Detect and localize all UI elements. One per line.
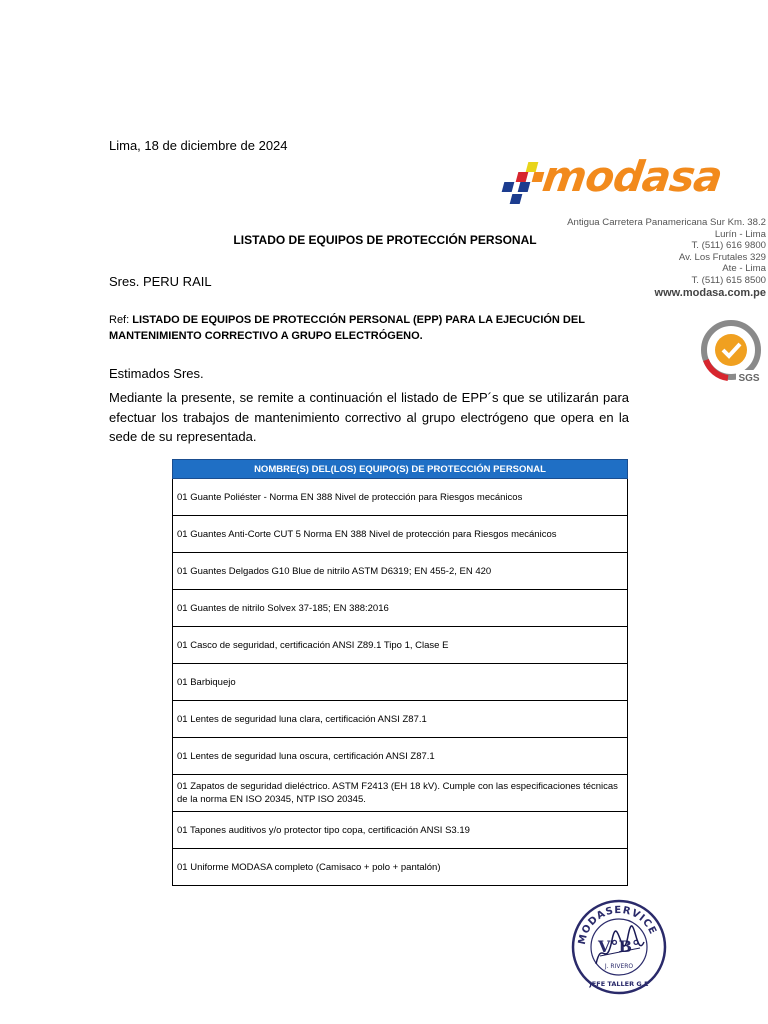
letter-date: Lima, 18 de diciembre de 2024: [109, 138, 288, 153]
stamp-vobo: V°B°: [598, 937, 640, 956]
table-cell: 01 Guantes Delgados G10 Blue de nitrilo ASTM D6319; EN 455-2, EN 420: [173, 553, 628, 590]
table-cell: 01 Lentes de seguridad luna clara, certificación ANSI Z87.1: [173, 701, 628, 738]
stamp-role: JEFE TALLER G.E: [589, 980, 649, 988]
table-cell: 01 Lentes de seguridad luna oscura, certificación ANSI Z87.1: [173, 738, 628, 775]
table-header-row: [173, 460, 628, 479]
stamp-top-text: MODASERVICE: [576, 904, 659, 946]
reference-text: LISTADO DE EQUIPOS DE PROTECCIÓN PERSONAL (EPP) PARA LA EJECUCIÓN DEL MANTENIMIENTO CORRECTIVO A GRUPO ELECTRÓGENO.: [109, 314, 585, 342]
table-row: [173, 849, 628, 886]
address-line: Antigua Carretera Panamericana Sur Km. 38.2: [567, 217, 766, 228]
table-cell: 01 Uniforme MODASA completo (Camisaco + polo + pantalón): [173, 849, 628, 886]
reference: [109, 312, 629, 344]
epp-table: [172, 459, 628, 886]
address-line: T. (511) 615 8500: [691, 274, 766, 286]
table-cell: 01 Guante Poliéster - Norma EN 388 Nivel de protección para Riesgos mecánicos: [173, 479, 628, 516]
table-header: NOMBRE(S) DEL(LOS) EQUIPO(S) DE PROTECCIÓN PERSONAL: [173, 460, 628, 479]
company-website: www.modasa.com.pe: [654, 286, 766, 299]
table-cell: 01 Guantes Anti-Corte CUT 5 Norma EN 388 Nivel de protección para Riesgos mecánicos: [173, 516, 628, 553]
document-title-text: LISTADO DE EQUIPOS DE PROTECCIÓN PERSONAL: [233, 233, 537, 247]
logo-wordmark: modasa: [539, 152, 725, 201]
table-cell: 01 Zapatos de seguridad dieléctrico. ASTM F2413 (EH 18 kV). Cumple con las especificaciones técnicas de la norma EN ISO 20345, NTP ISO 20345.: [173, 775, 628, 812]
address-line: T. (511) 616 9800: [691, 240, 766, 252]
logo-square-blue-3: [510, 194, 523, 204]
modasa-logo: [503, 152, 768, 212]
table-cell: 01 Barbiquejo: [173, 664, 628, 701]
table-cell: 01 Tapones auditivos y/o protector tipo copa, certificación ANSI S3.19: [173, 812, 628, 849]
greeting: Estimados Sres.: [109, 366, 204, 381]
address-line: Ate - Lima: [722, 263, 766, 275]
table-row: [173, 590, 628, 627]
table-row: [173, 738, 628, 775]
approval-stamp-icon: [570, 898, 668, 996]
body-paragraph: Mediante la presente, se remite a continuación el listado de EPP´s que se utilizarán para efectuar los trabajos de mantenimiento correctivo al grupo electrógeno que opera en la sede de su representada.: [109, 390, 629, 444]
logo-square-red: [516, 172, 529, 182]
logo-square-blue-2: [518, 182, 531, 192]
table-row: [173, 812, 628, 849]
logo-square-blue: [502, 182, 515, 192]
table-row: [173, 775, 628, 812]
recipient: Sres. PERU RAIL: [109, 274, 212, 289]
table-cell: 01 Casco de seguridad, certificación ANSI Z89.1 Tipo 1, Clase E: [173, 627, 628, 664]
table-row: [173, 553, 628, 590]
address-line: Av. Los Frutales 329: [678, 251, 766, 263]
document-title: [0, 233, 768, 247]
table-row: [173, 516, 628, 553]
stamp-name: J. RIVERO: [604, 963, 634, 970]
seal-label: SGS: [738, 373, 760, 384]
table-row: [173, 479, 628, 516]
table-row: [173, 664, 628, 701]
certification-seal-icon: [698, 320, 764, 386]
address-line: Lurín - Lima: [714, 228, 766, 240]
logo-square-yellow: [526, 162, 539, 172]
company-address: [546, 217, 766, 299]
reference-prefix: Ref:: [109, 314, 130, 326]
table-row: [173, 701, 628, 738]
table-row: [173, 627, 628, 664]
table-cell: 01 Guantes de nitrilo Solvex 37-185; EN 388:2016: [173, 590, 628, 627]
